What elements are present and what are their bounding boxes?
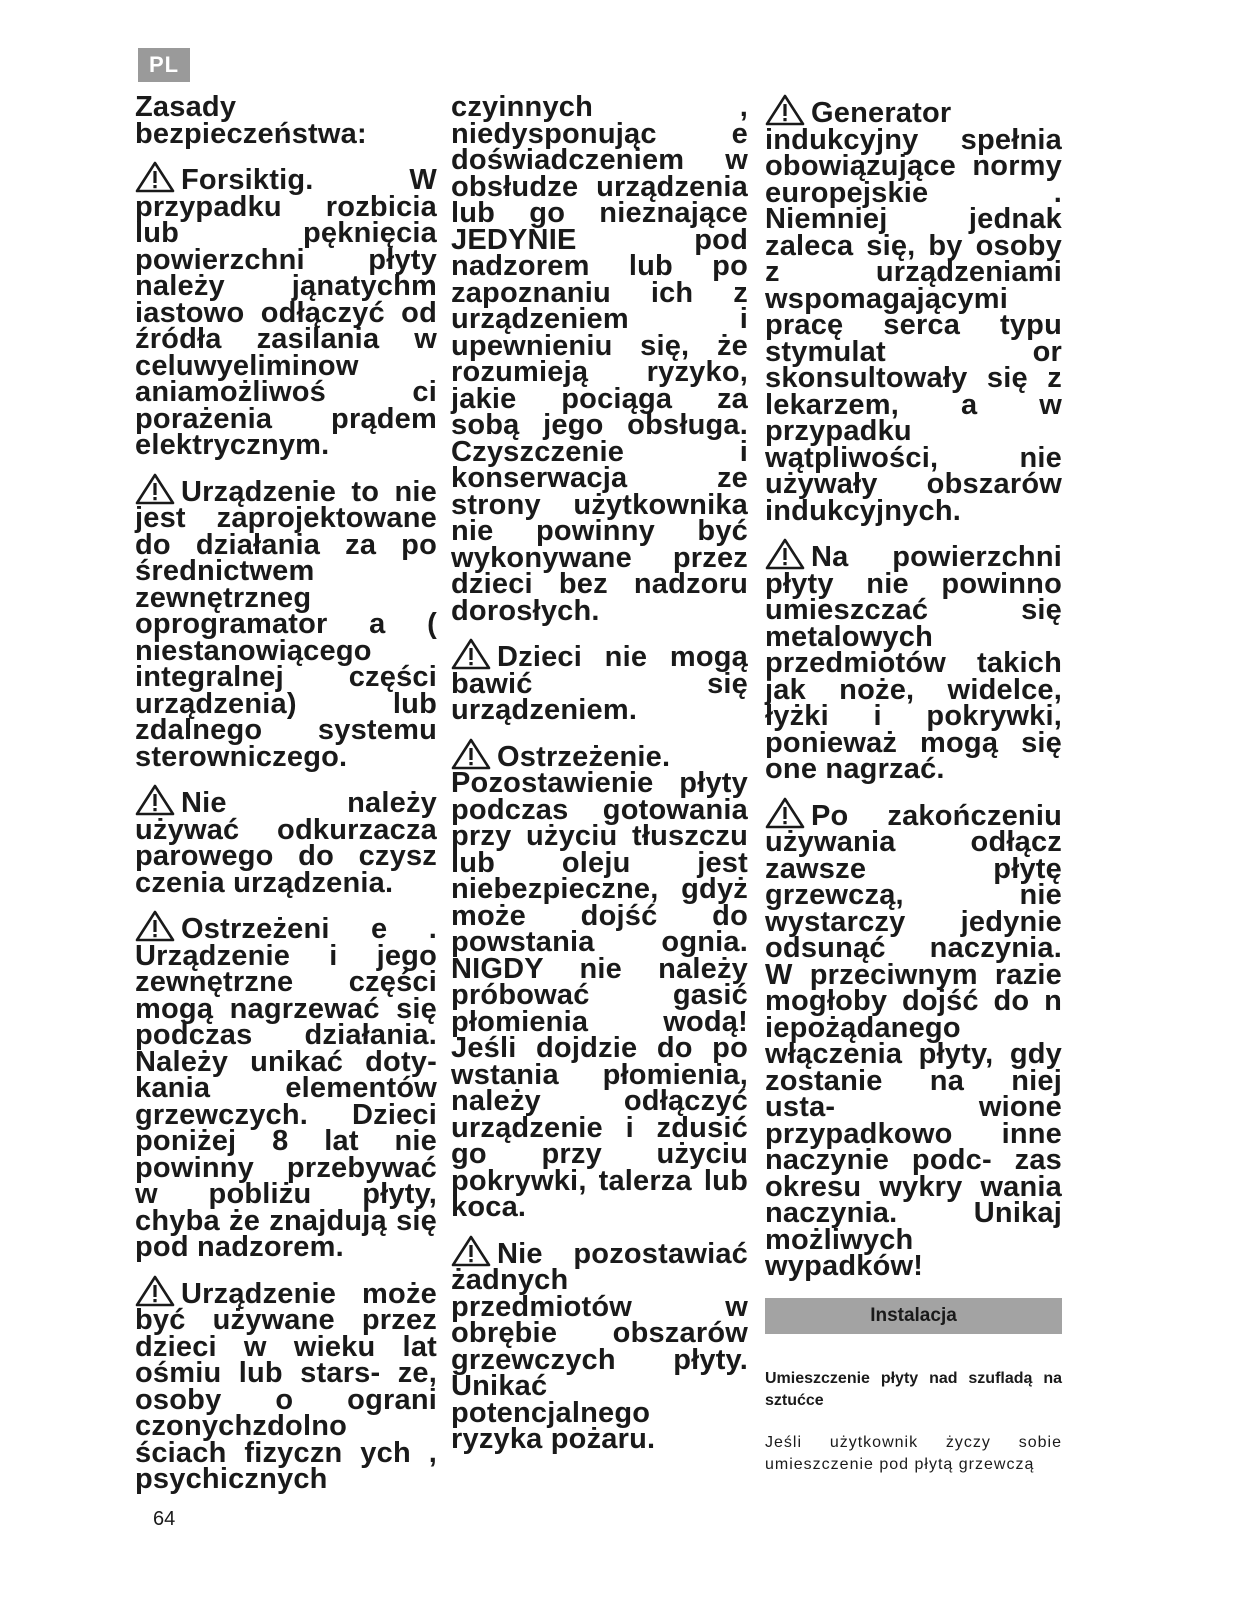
warning-paragraph: Nie należy używać odkurzacza parowego do czysz czenia urządzenia. <box>135 784 437 896</box>
section-heading: Zasady bezpieczeństwa: <box>135 91 367 150</box>
warning-paragraph: Urządzenie może być używane przez dzieci w wieku lat ośmiu lub stars- ze, osoby o ograni czonychzdolno ściach fizyczn ych , psychicznych <box>135 1275 437 1493</box>
warning-triangle-icon <box>135 784 175 816</box>
warning-triangle-icon <box>765 797 805 829</box>
warning-paragraph: Nie pozostawiać żadnych przedmiotów w obrębie obszarów grzewczych płyty. Unikać potencjalnego ryzyka pożaru. <box>451 1235 748 1453</box>
warning-paragraph: Ostrzeżeni e . Urządzenie i jego zewnętrzne części mogą nagrzewać się podczas działania. Należy unikać doty- kania elementów grzewczych. Dzieci poniżej 8 lat nie powinny przebywać w pobliżu płyty, chyba że znajdują się pod nadzorem. <box>135 910 437 1261</box>
warning-triangle-icon <box>451 638 491 670</box>
column-1 <box>135 91 437 1507</box>
warning-triangle-icon <box>135 161 175 193</box>
warning-paragraph: Po zakończeniu używania odłącz zawsze płytę grzewczą, nie wystarczy jedynie odsunąć naczynia. W przeciwnym razie mogłoby dojść do n iepożądanego włączenia płyty, gdy zostanie na niej usta- wione przypadkowo inne naczynie podc- zas okresu wykry wania naczynia. Unikaj możliwych wypadków! <box>765 797 1062 1280</box>
installation-subheading: Umieszczenie płyty nad szufladą na sztućce <box>765 1369 1062 1409</box>
warning-triangle-icon <box>451 1235 491 1267</box>
warning-triangle-icon <box>451 738 491 770</box>
warning-paragraph: Urządzenie to nie jest zaprojektowane do działania za po średnictwem zewnętrzneg oprogramator a ( niestanowiącego integralnej części urządzenia) lub zdalnego systemu sterowniczego. <box>135 473 437 771</box>
warning-triangle-icon <box>765 538 805 570</box>
warning-triangle-icon <box>135 1275 175 1307</box>
column-2 <box>451 91 748 1467</box>
warning-paragraph: Ostrzeżenie. Pozostawienie płyty podczas gotowania przy użyciu tłuszczu lub oleju jest niebezpieczne, gdyż może dojść do powstania ognia. NIGDY nie należy próbować gasić płomienia wodą! Jeśli dojdzie do po wstania płomienia, należy odłączyć urządzenie i zdusić go przy użyciu pokrywki, talerza lub koca. <box>451 738 748 1221</box>
warning-paragraph: Dzieci nie mogą bawić się urządzeniem. <box>451 638 748 724</box>
page-number: 64 <box>153 1508 176 1530</box>
column-3 <box>765 94 1062 1476</box>
continued-paragraph: czyinnych , niedysponując e doświadczeniem w obsłudze urządzenia lub go nieznające JEDYNIE pod nadzorem lub po zapoznaniu ich z urządzeniem i upewnieniu się, że rozumieją ryzyko, jakie pociąga za sobą jego obsługa. Czyszczenie i konserwacja ze strony użytkownika nie powinny być wykonywane przez dzieci bez nadzoru dorosłych. <box>451 91 748 627</box>
warning-paragraph: Generator indukcyjny spełnia obowiązujące normy europejskie . Niemniej jednak zaleca się, by osoby z urządzeniami wspomagającymi pracę serca typu stymulat or skonsultowały się z lekarzem, a w przypadku wątpliwości, nie używały obszarów indukcyjnych. <box>765 94 1062 524</box>
installation-section-bar: Instalacja <box>765 1298 1062 1334</box>
warning-triangle-icon <box>765 94 805 126</box>
warning-triangle-icon <box>135 910 175 942</box>
language-badge: PL <box>138 48 190 82</box>
warning-paragraph: Na powierzchni płyty nie powinno umieszczać się metalowych przedmiotów takich jak noże, widelce, łyżki i pokrywki, ponieważ mogą się one nagrzać. <box>765 538 1062 783</box>
warning-paragraph: Forsiktig. W przypadku rozbicia lub pęknięcia powierzchni płyty należy jąnatychm iastowo odłączyć od źródła zasilania w celuwyeliminow aniamożliwoś ci porażenia prądem elektrycznym. <box>135 161 437 459</box>
warning-triangle-icon <box>135 473 175 505</box>
installation-body-text: Jeśli użytkownik życzy sobie umieszczenie pod płytą grzewczą <box>765 1433 1062 1473</box>
